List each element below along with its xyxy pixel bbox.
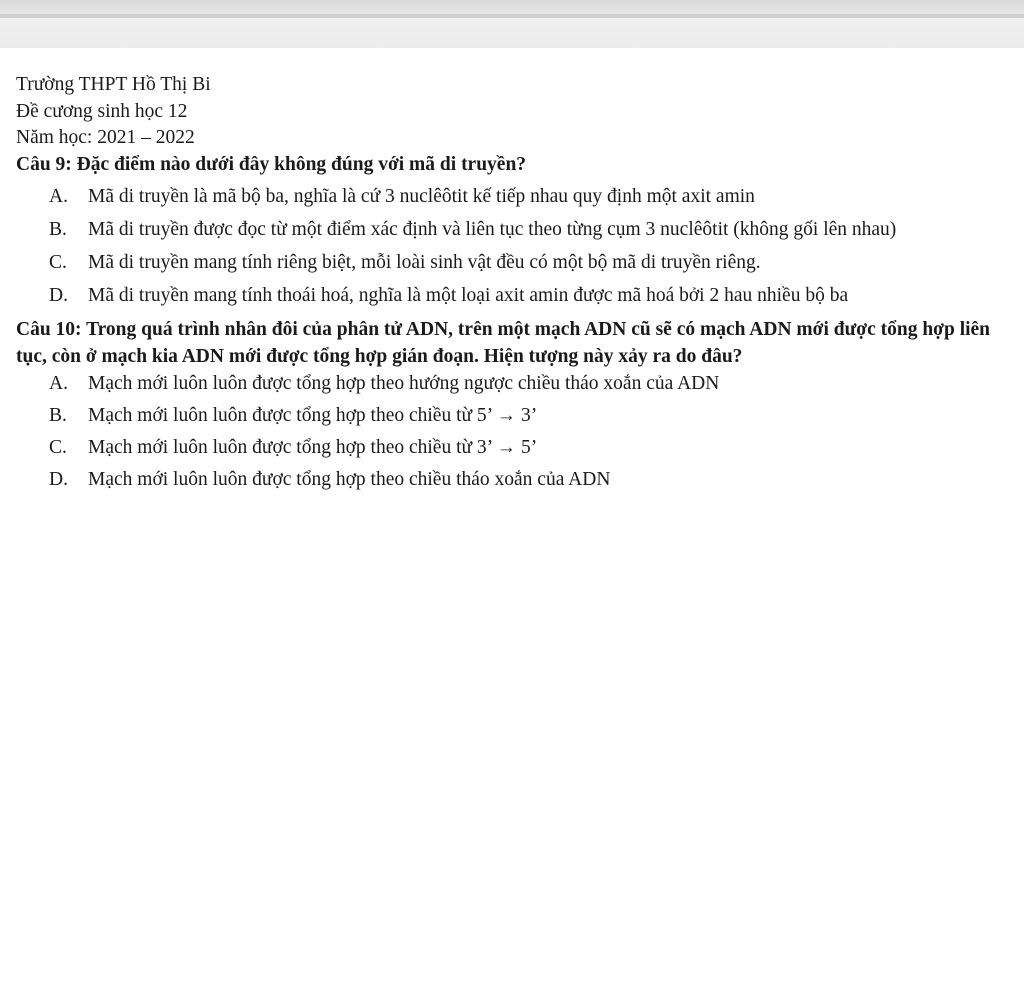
question-10 xyxy=(16,316,1006,493)
answer-option-b xyxy=(16,403,1006,429)
answer-option-d xyxy=(16,467,1006,493)
question-9 xyxy=(16,152,1006,309)
option-letter: C. xyxy=(49,251,67,273)
document-content xyxy=(16,72,1006,499)
answer-option-c xyxy=(16,250,1006,276)
school-name: Trường THPT Hồ Thị Bi xyxy=(16,74,211,95)
school-year: Năm học: 2021 – 2022 xyxy=(16,127,195,148)
option-letter: B. xyxy=(49,404,67,426)
answer-option-b xyxy=(16,217,1006,243)
option-letter: D. xyxy=(49,468,68,490)
option-text: Mạch mới luôn luôn được tổng hợp theo chiều tháo xoắn của ADN xyxy=(88,468,611,490)
option-letter: A. xyxy=(49,185,68,207)
option-text: Mã di truyền được đọc từ một điểm xác định và liên tục theo từng cụm 3 nuclêôtit (không gối lên nhau) xyxy=(88,218,897,240)
option-text: Mạch mới luôn luôn được tổng hợp theo hướng ngược chiều tháo xoắn của ADN xyxy=(88,372,720,394)
option-text: Mạch mới luôn luôn được tổng hợp theo chiều từ 5’ → 3’ xyxy=(88,404,538,426)
toolbar-divider xyxy=(0,14,1024,18)
option-letter: D. xyxy=(49,284,68,306)
answer-option-a xyxy=(16,371,1006,397)
answer-options xyxy=(16,371,1006,493)
option-letter: C. xyxy=(49,436,67,458)
answer-options xyxy=(16,184,1006,309)
answer-option-a xyxy=(16,184,1006,210)
option-text: Mã di truyền mang tính thoái hoá, nghĩa là một loại axit amin được mã hoá bởi 2 hau nhiều bộ ba xyxy=(88,284,849,306)
answer-option-c xyxy=(16,435,1006,461)
outline-title: Đề cương sinh học 12 xyxy=(16,100,188,122)
option-text: Mã di truyền là mã bộ ba, nghĩa là cứ 3 nuclêôtit kế tiếp nhau quy định một axit amin xyxy=(88,185,755,207)
option-text: Mã di truyền mang tính riêng biệt, mỗi loài sinh vật đều có một bộ mã di truyền riêng. xyxy=(88,251,761,273)
viewer-toolbar xyxy=(0,0,1024,48)
option-letter: A. xyxy=(49,372,68,394)
option-letter: B. xyxy=(49,218,67,240)
question-title: Câu 10: Trong quá trình nhân đôi của phân tử ADN, trên một mạch ADN cũ sẽ có mạch ADN mới được tổng hợp liên tục, còn ở mạch kia ADN mới được tổng hợp gián đoạn. Hiện tượng này xảy ra do đâu? xyxy=(16,318,991,367)
option-text: Mạch mới luôn luôn được tổng hợp theo chiều từ 3’ → 5’ xyxy=(88,436,538,458)
question-title: Câu 9: Đặc điểm nào dưới đây không đúng với mã di truyền? xyxy=(16,153,527,175)
answer-option-d xyxy=(16,283,1006,309)
